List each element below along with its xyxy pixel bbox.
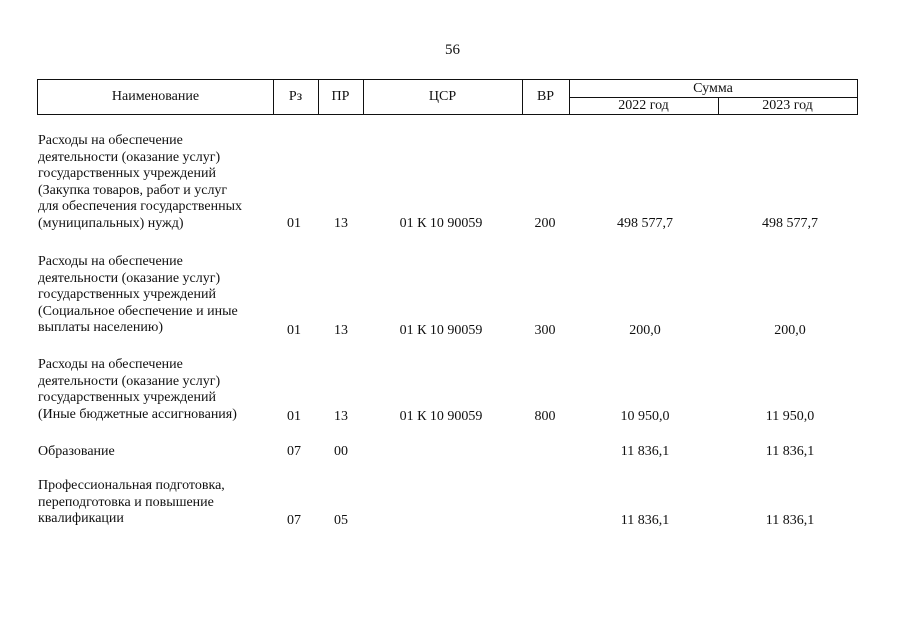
header-pr: ПР <box>331 89 350 104</box>
row-name: Расходы на обеспечение деятельности (оказание услуг) государственных учреждений (Закупка товаров, работ и услуг для обеспечения государственных (муниципальных) нужд) <box>38 133 242 231</box>
row-name: Расходы на обеспечение деятельности (оказание услуг) государственных учреждений (Социальное обеспечение и иные выплаты населению) <box>38 254 238 336</box>
row-pr: 05 <box>334 513 348 528</box>
header-sum: Сумма <box>693 80 733 96</box>
row-sum-2022: 10 950,0 <box>620 409 670 424</box>
row-sum-2023: 498 577,7 <box>762 216 818 231</box>
header-csr: ЦСР <box>428 89 457 104</box>
row-rz: 01 <box>287 216 301 231</box>
row-pr: 13 <box>334 323 348 338</box>
row-name: Профессиональная подготовка, переподготовка и повышение квалификации <box>38 478 225 527</box>
row-sum-2022: 11 836,1 <box>620 444 670 459</box>
row-rz: 07 <box>287 444 301 459</box>
row-vr: 300 <box>534 323 556 338</box>
row-sum-2023: 11 836,1 <box>765 444 815 459</box>
header-year-2023: 2023 год <box>762 97 813 113</box>
row-csr: 01 К 10 90059 <box>399 216 483 231</box>
header-rz: Рз <box>288 89 303 104</box>
row-rz: 01 <box>287 323 301 338</box>
row-csr: 01 К 10 90059 <box>399 409 483 424</box>
row-sum-2022: 200,0 <box>629 323 661 338</box>
row-sum-2023: 11 836,1 <box>765 513 815 528</box>
row-rz: 07 <box>287 513 301 528</box>
row-vr: 800 <box>534 409 556 424</box>
row-sum-2022: 11 836,1 <box>620 513 670 528</box>
table-header <box>37 79 858 115</box>
row-sum-2023: 200,0 <box>774 323 806 338</box>
row-name: Образование <box>38 444 115 459</box>
row-pr: 00 <box>334 444 348 459</box>
header-vr: ВР <box>536 89 555 104</box>
row-sum-2022: 498 577,7 <box>617 216 673 231</box>
row-name: Расходы на обеспечение деятельности (оказание услуг) государственных учреждений (Иные бюджетные ассигнования) <box>38 357 237 422</box>
page-number: 56 <box>445 42 460 58</box>
row-rz: 01 <box>287 409 301 424</box>
header-year-2022: 2022 год <box>618 97 669 113</box>
row-vr: 200 <box>534 216 556 231</box>
row-csr: 01 К 10 90059 <box>399 323 483 338</box>
row-pr: 13 <box>334 216 348 231</box>
header-name: Наименование <box>111 89 200 104</box>
row-sum-2023: 11 950,0 <box>765 409 815 424</box>
row-pr: 13 <box>334 409 348 424</box>
